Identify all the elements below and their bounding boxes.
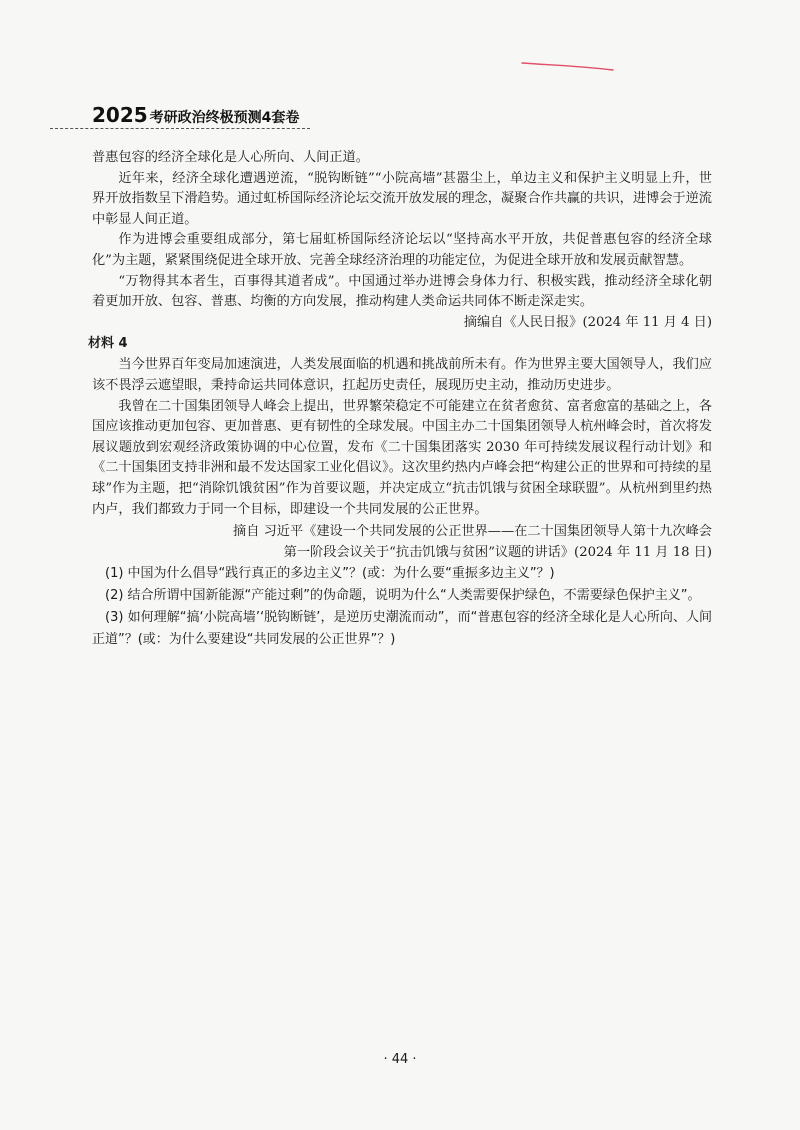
paragraph: 当今世界百年变局加速演进，人类发展面临的机遇和挑战前所未有。作为世界主要大国领导人，我们应该不畏浮云遮望眼，秉持命运共同体意识，扛起历史责任，展现历史主动，推动历史进步。 bbox=[92, 357, 712, 393]
red-pen-mark bbox=[520, 60, 615, 72]
page-header bbox=[92, 101, 712, 133]
question-item: (1) 中国为什么倡导“践行真正的多边主义”？(或：为什么要“重振多边主义”？) bbox=[105, 566, 555, 582]
header-dashed-rule bbox=[50, 128, 310, 129]
page-body bbox=[88, 148, 712, 651]
paragraph: 普惠包容的经济全球化是人心所向、人间正道。 bbox=[92, 150, 369, 165]
paragraph: “万物得其本者生，百事得其道者成”。中国通过举办进博会身体力行、积极实践，推动经济全球化朝着更加开放、包容、普惠、均衡的方向发展，推动构建人类命运共同体不断走深走实。 bbox=[92, 273, 712, 310]
material-heading: 材料 4 bbox=[88, 336, 128, 352]
question-item: (3) 如何理解“搞‘小院高墙’‘脱钩断链’，是逆历史潮流而动”，而“普惠包容的经济全球化是人心所向、人间正道”？(或：为什么要建设“共同发展的公正世界”？) bbox=[92, 610, 712, 648]
paragraph: 作为进博会重要组成部分，第七届虹桥国际经济论坛以“坚持高水平开放，共促普惠包容的经济全球化”为主题，紧紧围绕促进全球开放、完善全球经济治理的功能定位，为促进全球开放和发展贡献智慧。 bbox=[92, 232, 712, 268]
page-number: · 44 · bbox=[383, 1052, 417, 1067]
paragraph: 近年来，经济全球化遭遇逆流，“脱钩断链”“小院高墙”甚嚣尘上，单边主义和保护主义明显上升，世界开放指数呈下滑趋势。通过虹桥国际经济论坛交流开放发展的理念，凝聚合作共赢的共识，进博会于逆流中彰显人间正道。 bbox=[92, 170, 712, 227]
source-citation: 摘编自《人民日报》(2024 年 11 月 4 日) bbox=[463, 314, 712, 330]
header-title bbox=[92, 103, 299, 127]
source-line: 摘自 习近平《建设一个共同发展的公正世界——在二十国集团领导人第十九次峰会 bbox=[233, 524, 712, 540]
header-book-title: 考研政治终极预测4套卷 bbox=[149, 110, 300, 126]
source-line: 第一阶段会议关于“抗击饥饿与贫困”议题的讲话》(2024 年 11 月 18 日) bbox=[283, 544, 712, 560]
header-year: 2025 bbox=[92, 103, 148, 127]
paragraph: 我曾在二十国集团领导人峰会上提出，世界繁荣稳定不可能建立在贫者愈贫、富者愈富的基础之上，各国应该推动更加包容、更加普惠、更有韧性的全球发展。中国主办二十国集团领导人杭州峰会时，首次将发展议题放到宏观经济政策协调的中心位置，发布《二十国集团落实 2030 年可持续发展议程行动计划》和《二十国集团支持非洲和最不发达国家工业化倡议》。这次里约热内卢峰会把“构建公正的世界和可持续的星球”作为主题，把“消除饥饿贫困”作为首要议题，并决定成立“抗击饥饿与贫困全球联盟”。从杭州到里约热内卢，我们都致力于同一个目标，即建设一个共同发展的公正世界。 bbox=[92, 398, 712, 517]
source-citation bbox=[92, 522, 712, 563]
question-item: (2) 结合所谓中国新能源“产能过剩”的伪命题，说明为什么“人类需要保护绿色，不需要绿色保护主义”。 bbox=[105, 588, 701, 604]
